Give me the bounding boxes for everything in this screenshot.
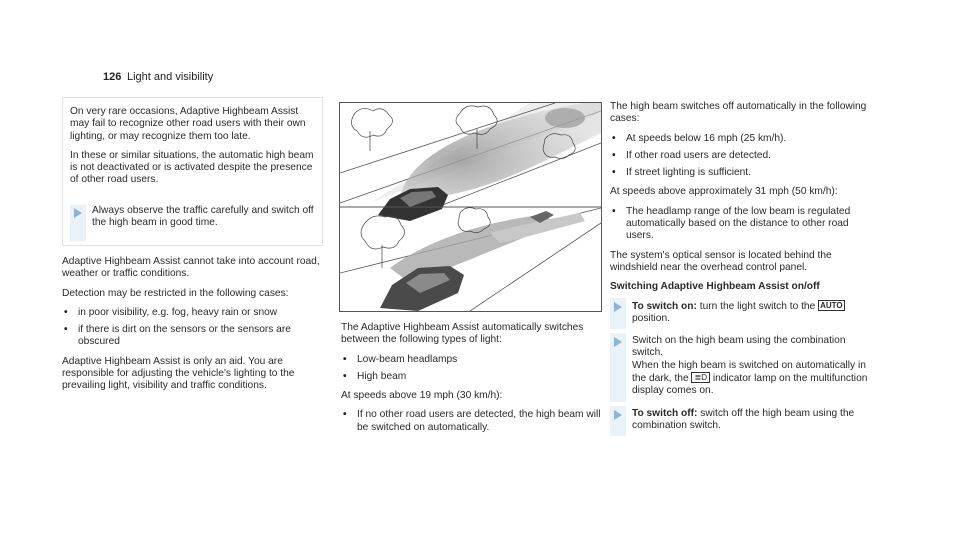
left-paragraph-1: Adaptive Highbeam Assist cannot take into account road, weather or traffic conditions.: [62, 256, 320, 280]
list-item: • Low-beam headlamps: [341, 354, 603, 366]
right-paragraph-2: At speeds above approximately 31 mph (50 km/h):: [610, 186, 838, 198]
list-item: • At speeds below 16 mph (25 km/h).: [610, 133, 872, 145]
switch-on-text: turn the light switch to the: [699, 300, 816, 312]
step-switch-on: [610, 300, 872, 326]
highbeam-illustration: [339, 102, 602, 312]
auto-icon: AUTO: [820, 300, 843, 310]
right-paragraph-1: The high beam switches off automatically in the following cases:: [610, 101, 867, 125]
step2-text-a: Switch on the high beam using the combination switch.: [632, 335, 846, 359]
arrow-icon: [614, 410, 622, 420]
left-column: [62, 256, 324, 400]
arrow-icon: [74, 208, 82, 218]
list-item: • If other road users are detected.: [610, 150, 872, 162]
step-switch-off: [610, 408, 872, 433]
right-paragraph-3: The system's optical sensor is located behind the windshield near the overhead control panel.: [610, 249, 832, 273]
middle-paragraph-2: At speeds above 19 mph (30 km/h):: [341, 390, 503, 402]
right-column: [610, 101, 872, 442]
arrow-icon: [614, 302, 622, 312]
note-box: [62, 97, 323, 246]
note-paragraph-1: On very rare occasions, Adaptive Highbeam Assist may fail to recognize other road users with their own lighting, or may recognize them too late.: [70, 106, 306, 142]
list-item: • If street lighting is sufficient.: [610, 167, 872, 179]
high-beam-indicator-icon: ≣D: [691, 372, 709, 383]
switch-on-label: To switch on:: [632, 300, 697, 312]
list-item: • if there is dirt on the sensors or the sensors are obscured: [62, 324, 324, 349]
top-scene: [340, 103, 601, 221]
section-heading: Switching Adaptive Highbeam Assist on/off: [610, 281, 820, 293]
middle-column: [341, 322, 603, 441]
bottom-scene: [340, 208, 601, 311]
left-paragraph-3: Adaptive Highbeam Assist is only an aid. You are responsible for adjusting the vehicle's lighting to the prevailing light, visibility and traffic conditions.: [62, 355, 295, 392]
switch-on-text-2: position.: [632, 312, 670, 324]
step2-text-c: indicator lamp on the multifunction display comes on.: [632, 373, 868, 397]
section-title: Light and visibility: [127, 71, 214, 83]
middle-paragraph-1: The Adaptive Highbeam Assist automatically switches between the following types of light:: [341, 322, 584, 346]
left-paragraph-2: Detection may be restricted in the following cases:: [62, 287, 289, 299]
list-item: • High beam: [341, 371, 603, 383]
arrow-icon: [614, 337, 622, 347]
step2-text-b: When the high beam is switched on automatically in the dark, the: [632, 359, 866, 385]
switch-off-label: To switch off:: [632, 407, 698, 419]
page-number: 126: [103, 71, 122, 83]
list-item: • If no other road users are detected, the high beam will be switched on automatically.: [341, 409, 603, 434]
switch-off-text: switch off the high beam using the combination switch.: [632, 407, 855, 431]
warning-text: Always observe the traffic carefully and switch off the high beam in good time.: [92, 205, 314, 229]
note-paragraph-2: In these or similar situations, the automatic high beam is not deactivated or is activated despite the presence of other road users.: [70, 149, 314, 186]
list-item: • in poor visibility, e.g. fog, heavy rain or snow: [62, 307, 324, 319]
list-item: • The headlamp range of the low beam is regulated automatically based on the distance to other road users.: [610, 206, 872, 243]
step-high-beam: [610, 335, 872, 397]
